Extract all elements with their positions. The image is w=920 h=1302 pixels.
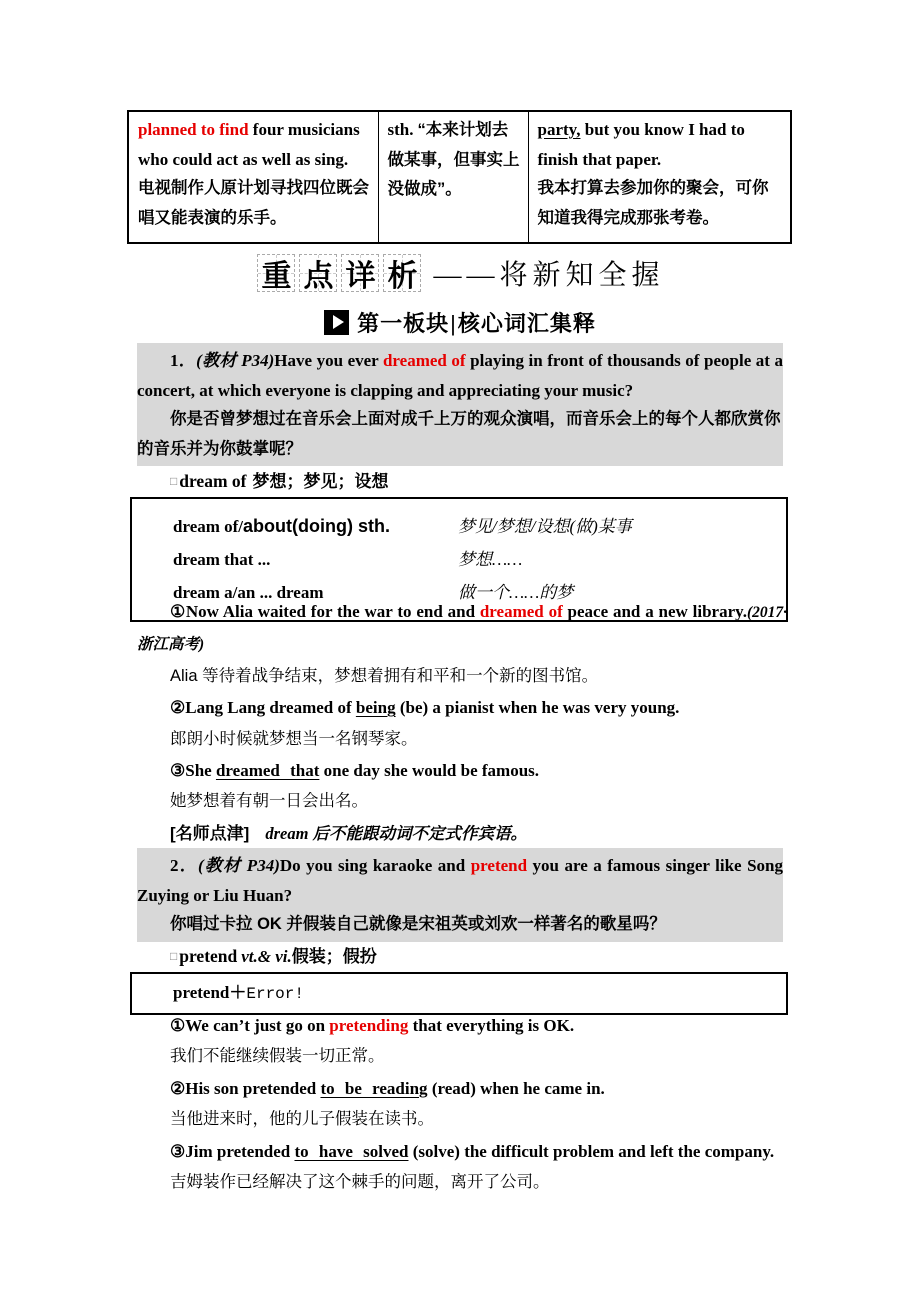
plus-sign: ＋ bbox=[229, 983, 247, 1002]
sentence-en: planned to find four musicians who could act as well as sing. bbox=[138, 120, 360, 169]
collocation-row bbox=[173, 543, 778, 576]
word-entry-pretend bbox=[137, 944, 787, 970]
exam-source: (2017·浙江高考) bbox=[137, 604, 787, 654]
point1-sentence-en: 1．(教材 P34)Have you ever dreamed of playing in front of thousands of people at a concert, at which everyone is clapping and appreciating your music? bbox=[137, 351, 784, 400]
collocation-zh: 梦见/梦想/设想(做)某事 bbox=[458, 517, 632, 536]
section-title: 第一板块|核心词汇集释 bbox=[357, 310, 596, 336]
textbook-ref: (教材 P34) bbox=[197, 856, 280, 875]
highlighted-phrase: dreamed of bbox=[382, 351, 466, 370]
filled-blank: being bbox=[355, 698, 396, 718]
example-sentence-en: ②Lang Lang dreamed of being (be) a pianist when he was very young. bbox=[170, 698, 680, 718]
point2-block bbox=[137, 848, 783, 942]
collocation-row bbox=[173, 510, 778, 543]
highlighted-phrase: pretending bbox=[329, 1016, 409, 1035]
table-row bbox=[128, 111, 791, 243]
deco-heading bbox=[0, 250, 920, 296]
point2-examples bbox=[137, 1010, 787, 1198]
headword-meaning: 假装；假扮 bbox=[291, 947, 377, 966]
point1-sentence-zh: 你是否曾梦想过在音乐会上面对成千上万的观众演唱，而音乐会上的每个人都欣赏你的音乐并为你鼓掌呢？ bbox=[137, 410, 781, 458]
underlined-phrase: party, bbox=[537, 120, 581, 139]
example-sentence-zh: 她梦想着有朝一日会出名。 bbox=[170, 792, 368, 811]
point1-examples bbox=[137, 596, 787, 850]
word-entry-dream bbox=[137, 469, 787, 495]
example-sentence-zh: Alia 等待着战争结束，梦想着拥有和平和一个新的图书馆。 bbox=[170, 666, 599, 685]
highlighted-phrase: pretend bbox=[470, 856, 528, 875]
translation-table bbox=[127, 110, 792, 244]
example-sentence-zh: 当他进来时，他的儿子假装在读书。 bbox=[170, 1110, 434, 1129]
headword: pretend bbox=[179, 946, 238, 966]
filled-blank: dreamed that bbox=[215, 761, 320, 781]
example-sentence-en: ①Now Alia waited for the war to end and dreamed of peace and a new library.(2017·浙江高考) bbox=[137, 602, 787, 654]
point2-sentence-zh: 你唱过卡拉 OK 并假装自己就像是宋祖英或刘欢一样著名的歌星吗？ bbox=[170, 915, 666, 933]
example-sentence-zh: 郎朗小时候就梦想当一名钢琴家。 bbox=[170, 729, 418, 748]
collocation-zh: 做一个……的梦 bbox=[458, 583, 574, 602]
headword-meaning: 梦想；梦见；设想 bbox=[252, 472, 389, 491]
square-bullet-icon: □ bbox=[170, 474, 178, 488]
example-sentence-en: ③She dreamed that one day she would be famous. bbox=[170, 761, 540, 781]
sentence-mixed: sth. “本来计划去做某事，但事实上没做成”。 bbox=[387, 120, 520, 198]
filled-blank: to be reading bbox=[320, 1078, 428, 1098]
sentence-en: party, but you know I had to finish that paper. bbox=[537, 120, 745, 169]
example-sentence-en: ③Jim pretended to have solved (solve) the difficult problem and left the company. bbox=[170, 1141, 775, 1161]
heading-suffix: ——将新知全握 bbox=[433, 260, 665, 291]
note-label: [名师点津] bbox=[170, 823, 250, 843]
calligraphy-grid-box: 析 bbox=[383, 254, 421, 292]
filled-blank: to have solved bbox=[294, 1141, 409, 1161]
table-cell-middle bbox=[378, 111, 528, 243]
play-triangle-icon bbox=[324, 310, 349, 335]
square-bullet-icon: □ bbox=[170, 949, 178, 963]
field-error-text: Error! bbox=[246, 985, 304, 1003]
teacher-note bbox=[137, 818, 787, 850]
section-header bbox=[0, 306, 920, 338]
textbook-ref: (教材 P34) bbox=[196, 351, 275, 370]
example-sentence-en: ②His son pretended to be reading (read) when he came in. bbox=[170, 1078, 605, 1098]
example-sentence-zh: 我们不能继续假装一切正常。 bbox=[170, 1047, 385, 1066]
pattern-word: pretend bbox=[173, 983, 230, 1002]
sentence-zh: 我本打算去参加你的聚会，可你知道我得完成那张考卷。 bbox=[537, 179, 769, 227]
part-of-speech: vt.& vi. bbox=[241, 947, 292, 966]
note-text: dream 后不能跟动词不定式作宾语。 bbox=[265, 823, 528, 843]
point2-sentence-en: 2．(教材 P34)Do you sing karaoke and pretend you are a famous singer like Song Zuying or Liu Huan? bbox=[137, 856, 783, 905]
collocation-en: dream a/an ... dream bbox=[173, 583, 324, 602]
point1-block bbox=[137, 343, 783, 466]
table-cell-right bbox=[528, 111, 791, 243]
highlighted-phrase: dreamed of bbox=[479, 602, 563, 621]
sentence-zh: 电视制作人原计划寻找四位既会唱又能表演的乐手。 bbox=[138, 179, 369, 227]
example-sentence-zh: 吉姆装作已经解决了这个棘手的问题，离开了公司。 bbox=[170, 1173, 550, 1192]
collocation-en: dream that ... bbox=[173, 550, 271, 569]
calligraphy-grid-box: 详 bbox=[341, 254, 379, 292]
headword: dream of bbox=[179, 471, 247, 491]
collocation-en: dream of/about(doing) sth. bbox=[173, 516, 391, 536]
calligraphy-grid-box: 点 bbox=[299, 254, 337, 292]
calligraphy-grid-box: 重 bbox=[257, 254, 295, 292]
collocation-zh: 梦想…… bbox=[458, 550, 523, 569]
table-cell-left bbox=[128, 111, 378, 243]
example-sentence-en: ①We can’t just go on pretending that everything is OK. bbox=[170, 1016, 575, 1035]
pretend-pattern-box bbox=[130, 972, 788, 1015]
highlighted-phrase: planned to find bbox=[138, 120, 249, 139]
